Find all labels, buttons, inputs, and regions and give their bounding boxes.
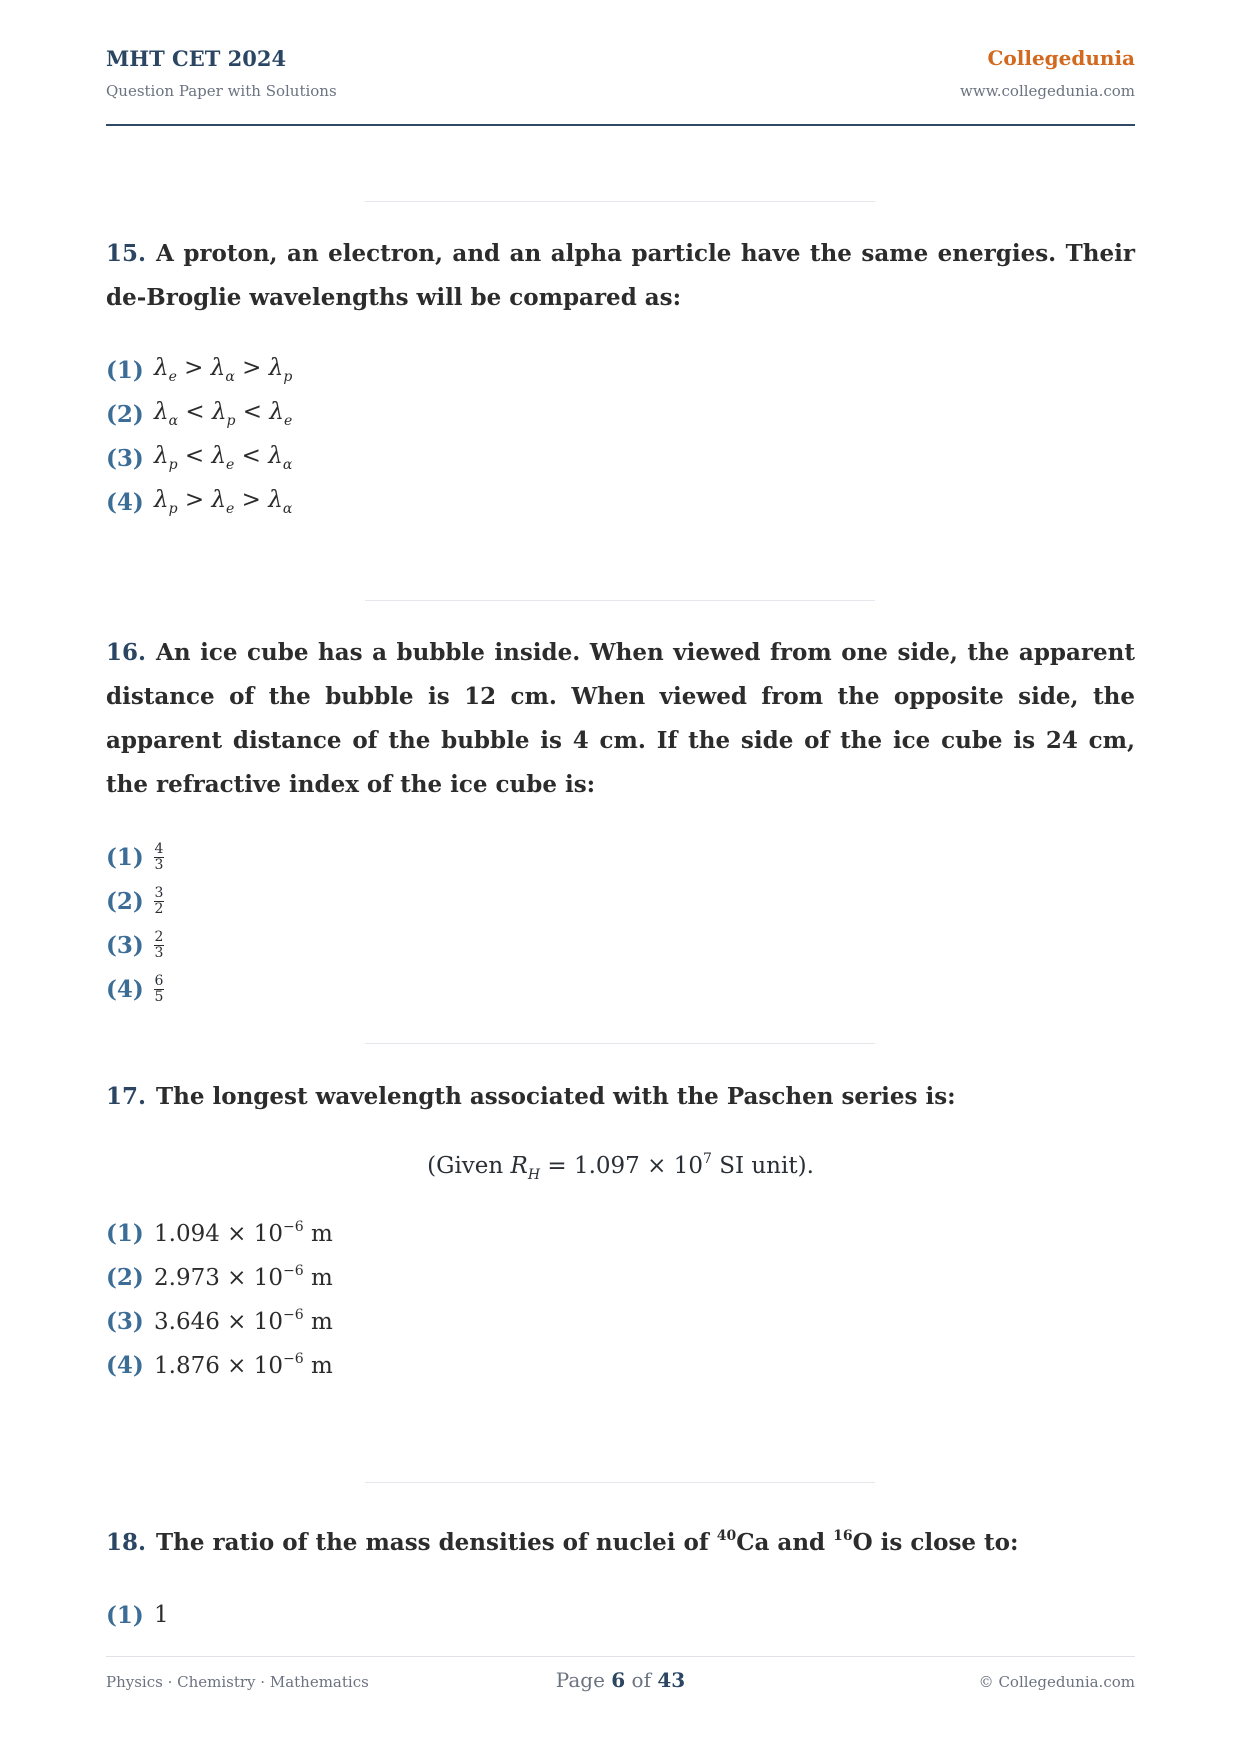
page-label: Page bbox=[555, 1668, 605, 1692]
question-divider bbox=[365, 1482, 875, 1483]
option-value: $\lambda_e > \lambda_\alpha > \lambda_p$ bbox=[154, 355, 293, 385]
denominator: 2 bbox=[154, 900, 164, 917]
question-divider bbox=[365, 201, 875, 202]
option-value: 1 bbox=[154, 1602, 169, 1628]
footer-copyright: © Collegedunia.com bbox=[978, 1673, 1135, 1691]
brand-url[interactable]: www.collegedunia.com bbox=[960, 82, 1135, 100]
options-list bbox=[106, 1211, 1135, 1387]
question-body: An ice cube has a bubble inside. When viewed from one side, the apparent distance of the bubble is 12 cm. When viewed from the opposite side, the apparent distance of the bubble is 4 cm. If the side of the ice cube is 24 cm, the refractive index of the ice cube is: bbox=[106, 639, 1135, 798]
numerator: 3 bbox=[154, 884, 164, 901]
option[interactable] bbox=[106, 879, 1135, 923]
numerator: 4 bbox=[154, 840, 164, 857]
option-label: (3) bbox=[106, 1307, 144, 1335]
denominator: 5 bbox=[154, 988, 164, 1005]
option-fraction bbox=[154, 974, 164, 1005]
option[interactable] bbox=[106, 480, 1135, 524]
option-label: (2) bbox=[106, 1263, 144, 1291]
option[interactable] bbox=[106, 1343, 1135, 1387]
option-label: (3) bbox=[106, 931, 144, 959]
page-of: of bbox=[631, 1668, 651, 1692]
option-label: (1) bbox=[106, 1219, 144, 1247]
page-total: 43 bbox=[657, 1668, 686, 1692]
option[interactable] bbox=[106, 1299, 1135, 1343]
question-number: 17. bbox=[106, 1083, 147, 1110]
option-label: (1) bbox=[106, 356, 144, 384]
denominator: 3 bbox=[154, 856, 164, 873]
question-divider bbox=[365, 600, 875, 601]
option-label: (1) bbox=[106, 843, 144, 871]
option[interactable] bbox=[106, 392, 1135, 436]
question-text bbox=[106, 232, 1135, 320]
question-body: A proton, an electron, and an alpha particle have the same energies. Their de-Broglie wavelengths will be compared as: bbox=[106, 240, 1135, 311]
question-text bbox=[106, 1075, 1135, 1119]
question-number: 18. bbox=[106, 1529, 147, 1556]
option[interactable] bbox=[106, 1255, 1135, 1299]
option[interactable] bbox=[106, 436, 1135, 480]
option-fraction bbox=[154, 930, 164, 961]
question-number: 16. bbox=[106, 639, 147, 666]
option[interactable] bbox=[106, 967, 1135, 1011]
option-label: (4) bbox=[106, 488, 144, 516]
question-divider bbox=[365, 1043, 875, 1044]
option-label: (2) bbox=[106, 887, 144, 915]
option-label: (2) bbox=[106, 400, 144, 428]
option[interactable] bbox=[106, 835, 1135, 879]
option-label: (3) bbox=[106, 444, 144, 472]
exam-title: MHT CET 2024 bbox=[106, 46, 287, 71]
option-value: $\lambda_p > \lambda_e > \lambda_\alpha$ bbox=[154, 487, 293, 517]
page-footer bbox=[106, 1656, 1135, 1697]
question-body: The longest wavelength associated with the Paschen series is: bbox=[156, 1083, 956, 1110]
options-list bbox=[106, 835, 1135, 1011]
question-number: 15. bbox=[106, 240, 147, 267]
question-18 bbox=[106, 1514, 1135, 1637]
option-value: $\lambda_\alpha < \lambda_p < \lambda_e$ bbox=[154, 399, 293, 429]
question-text bbox=[106, 631, 1135, 807]
page-header bbox=[106, 44, 1135, 126]
question-15 bbox=[106, 232, 1135, 524]
option-value: $3.646 \times 10^{-6}$ m bbox=[154, 1307, 333, 1335]
numerator: 6 bbox=[154, 972, 164, 989]
question-16 bbox=[106, 631, 1135, 1011]
brand-name[interactable]: Collegedunia bbox=[987, 46, 1135, 70]
options-list bbox=[106, 348, 1135, 524]
option-value: $\lambda_p < \lambda_e < \lambda_\alpha$ bbox=[154, 443, 293, 473]
option-value: $2.973 \times 10^{-6}$ m bbox=[154, 1263, 333, 1291]
option[interactable] bbox=[106, 1593, 1135, 1637]
option-value: $1.876 \times 10^{-6}$ m bbox=[154, 1351, 333, 1379]
page-current: 6 bbox=[611, 1668, 626, 1692]
option[interactable] bbox=[106, 923, 1135, 967]
option-label: (1) bbox=[106, 1601, 144, 1629]
option-label: (4) bbox=[106, 975, 144, 1003]
exam-subtitle: Question Paper with Solutions bbox=[106, 82, 337, 100]
options-list bbox=[106, 1593, 1135, 1637]
option-fraction bbox=[154, 886, 164, 917]
option-value: $1.094 \times 10^{-6}$ m bbox=[154, 1219, 333, 1247]
given-constant: (Given $R_H = 1.097 \times 10^7$ SI unit). bbox=[427, 1151, 814, 1183]
option-label: (4) bbox=[106, 1351, 144, 1379]
denominator: 3 bbox=[154, 944, 164, 961]
question-text: 18. The ratio of the mass densities of nuclei of $^{40}$Ca and $^{16}$O is close to: bbox=[106, 1528, 1019, 1556]
option-fraction bbox=[154, 842, 164, 873]
option[interactable] bbox=[106, 348, 1135, 392]
question-17 bbox=[106, 1075, 1135, 1387]
option[interactable] bbox=[106, 1211, 1135, 1255]
footer-subjects: Physics · Chemistry · Mathematics bbox=[106, 1673, 369, 1691]
numerator: 2 bbox=[154, 928, 164, 945]
